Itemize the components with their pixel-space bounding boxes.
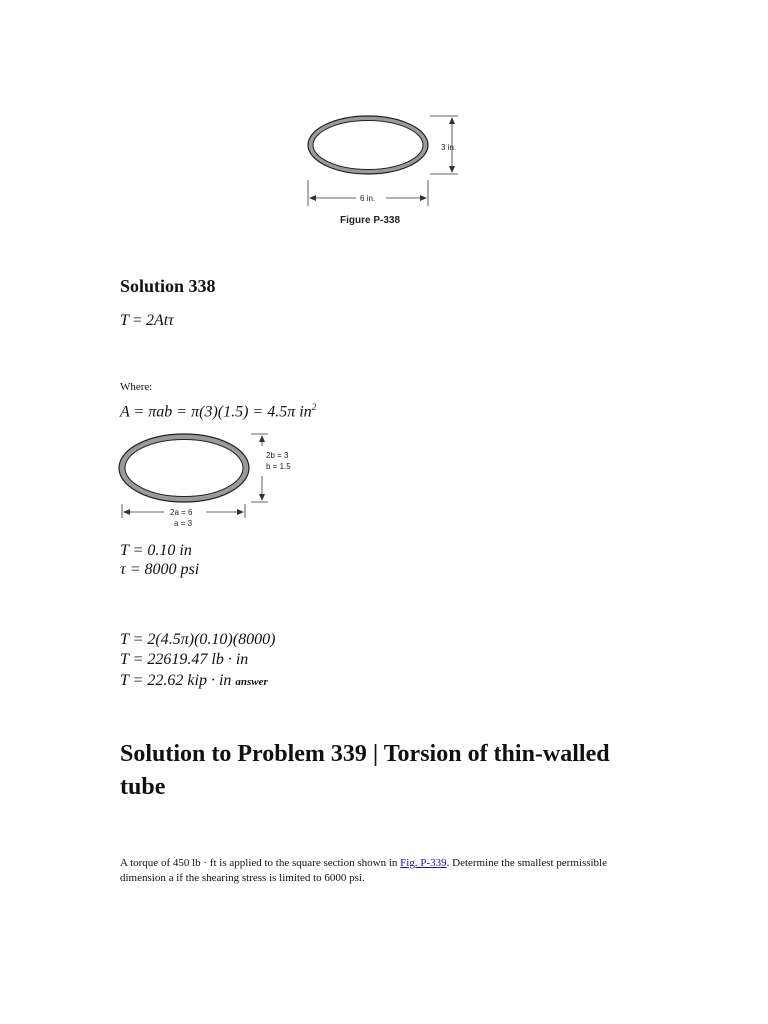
figure-caption: Figure P-338 [340, 215, 401, 226]
width-label: 6 in. [360, 194, 376, 203]
width-label-2a: 2a = 6 [170, 508, 193, 517]
result-text: T = 22.62 kip · in [120, 672, 232, 689]
ellipse-dimension-diagram [116, 428, 306, 533]
width-label-a: a = 3 [174, 519, 193, 528]
statement-after-link: . Determine the smallest permissible dimension a if the shearing stress is limited to 6000 psi. [120, 857, 608, 884]
calc-line-3 [120, 672, 268, 691]
thickness-value: T = 0.10 in [120, 542, 192, 559]
inner-ellipse [313, 121, 423, 170]
stress-value: τ = 8000 psi [120, 561, 200, 578]
problem-339-statement [120, 856, 640, 886]
area-text: A = πab = π(3)(1.5) = 4.5π in [120, 403, 312, 421]
answer-tag: answer [235, 676, 268, 688]
calc-line-1: T = 2(4.5π)(0.10)(8000) [120, 631, 276, 648]
figure-p338-diagram [300, 108, 500, 233]
area-exponent: 2 [311, 402, 317, 412]
height-label-b: b = 1.5 [266, 462, 291, 471]
formula-rhs: 2Atτ [145, 312, 174, 329]
height-label-2b: 2b = 3 [266, 451, 289, 460]
formula-lhs: T [120, 312, 129, 329]
statement-before-link: A torque of 450 lb · ft is applied to the square section shown in [120, 857, 401, 869]
problem-339-title: Solution to Problem 339 | Torsion of thin-walled tube [120, 741, 610, 800]
torque-formula: T = 2Atτ [120, 312, 174, 329]
inner-ellipse [125, 440, 243, 497]
area-equation [120, 398, 316, 421]
figure-p339-link[interactable]: Fig. P-339 [400, 857, 447, 869]
height-label: 3 in. [441, 143, 457, 152]
calc-line-2: T = 22619.47 lb · in [120, 651, 249, 668]
where-label: Where: [120, 381, 153, 393]
solution-338-heading: Solution 338 [120, 276, 216, 296]
